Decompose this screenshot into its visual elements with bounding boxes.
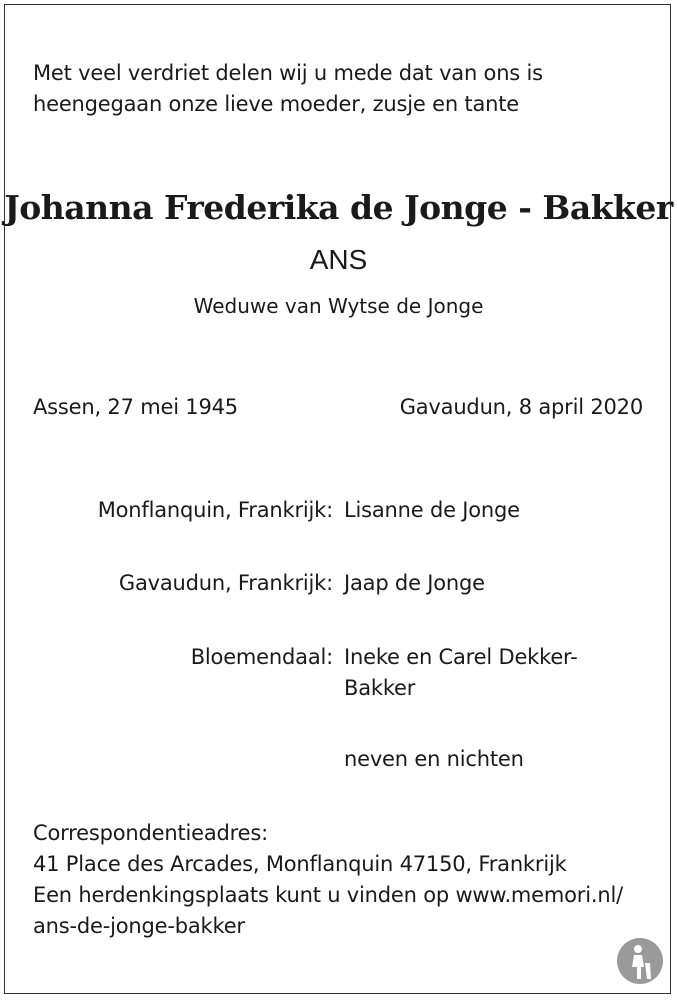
memori-figure-icon: [616, 937, 664, 985]
correspondence-block: [33, 818, 623, 942]
correspondence-line: ans-de-jonge-bakker: [33, 914, 245, 938]
family-place: Gavaudun, Frankrijk:: [118, 571, 333, 595]
intro-line: Met veel verdriet delen wij u mede dat van ons is: [33, 61, 543, 85]
correspondence-line: Correspondentieadres:: [33, 821, 268, 845]
family-names: Jaap de Jonge: [344, 571, 485, 595]
correspondence-line: Een herdenkingsplaats kunt u vinden op www.memori.nl/: [33, 883, 623, 907]
family-names: Ineke en Carel Dekker-Bakker: [344, 645, 578, 700]
widow-of: Weduwe van Wytse de Jonge: [193, 294, 484, 318]
nickname: ANS: [309, 244, 368, 275]
family-place: Bloemendaal:: [190, 645, 333, 669]
birth-place-date: Assen, 27 mei 1945: [33, 395, 238, 419]
intro-text: [33, 58, 543, 120]
death-place-date: Gavaudun, 8 april 2020: [399, 395, 643, 419]
intro-line: heengegaan onze lieve moeder, zusje en tante: [33, 92, 519, 116]
correspondence-line: 41 Place des Arcades, Monflanquin 47150, Frankrijk: [33, 852, 567, 876]
family-place: Monflanquin, Frankrijk:: [97, 498, 333, 522]
deceased-name: Johanna Frederika de Jonge - Bakker: [4, 188, 673, 227]
family-names: neven en nichten: [344, 747, 524, 771]
family-names: Lisanne de Jonge: [344, 498, 520, 522]
